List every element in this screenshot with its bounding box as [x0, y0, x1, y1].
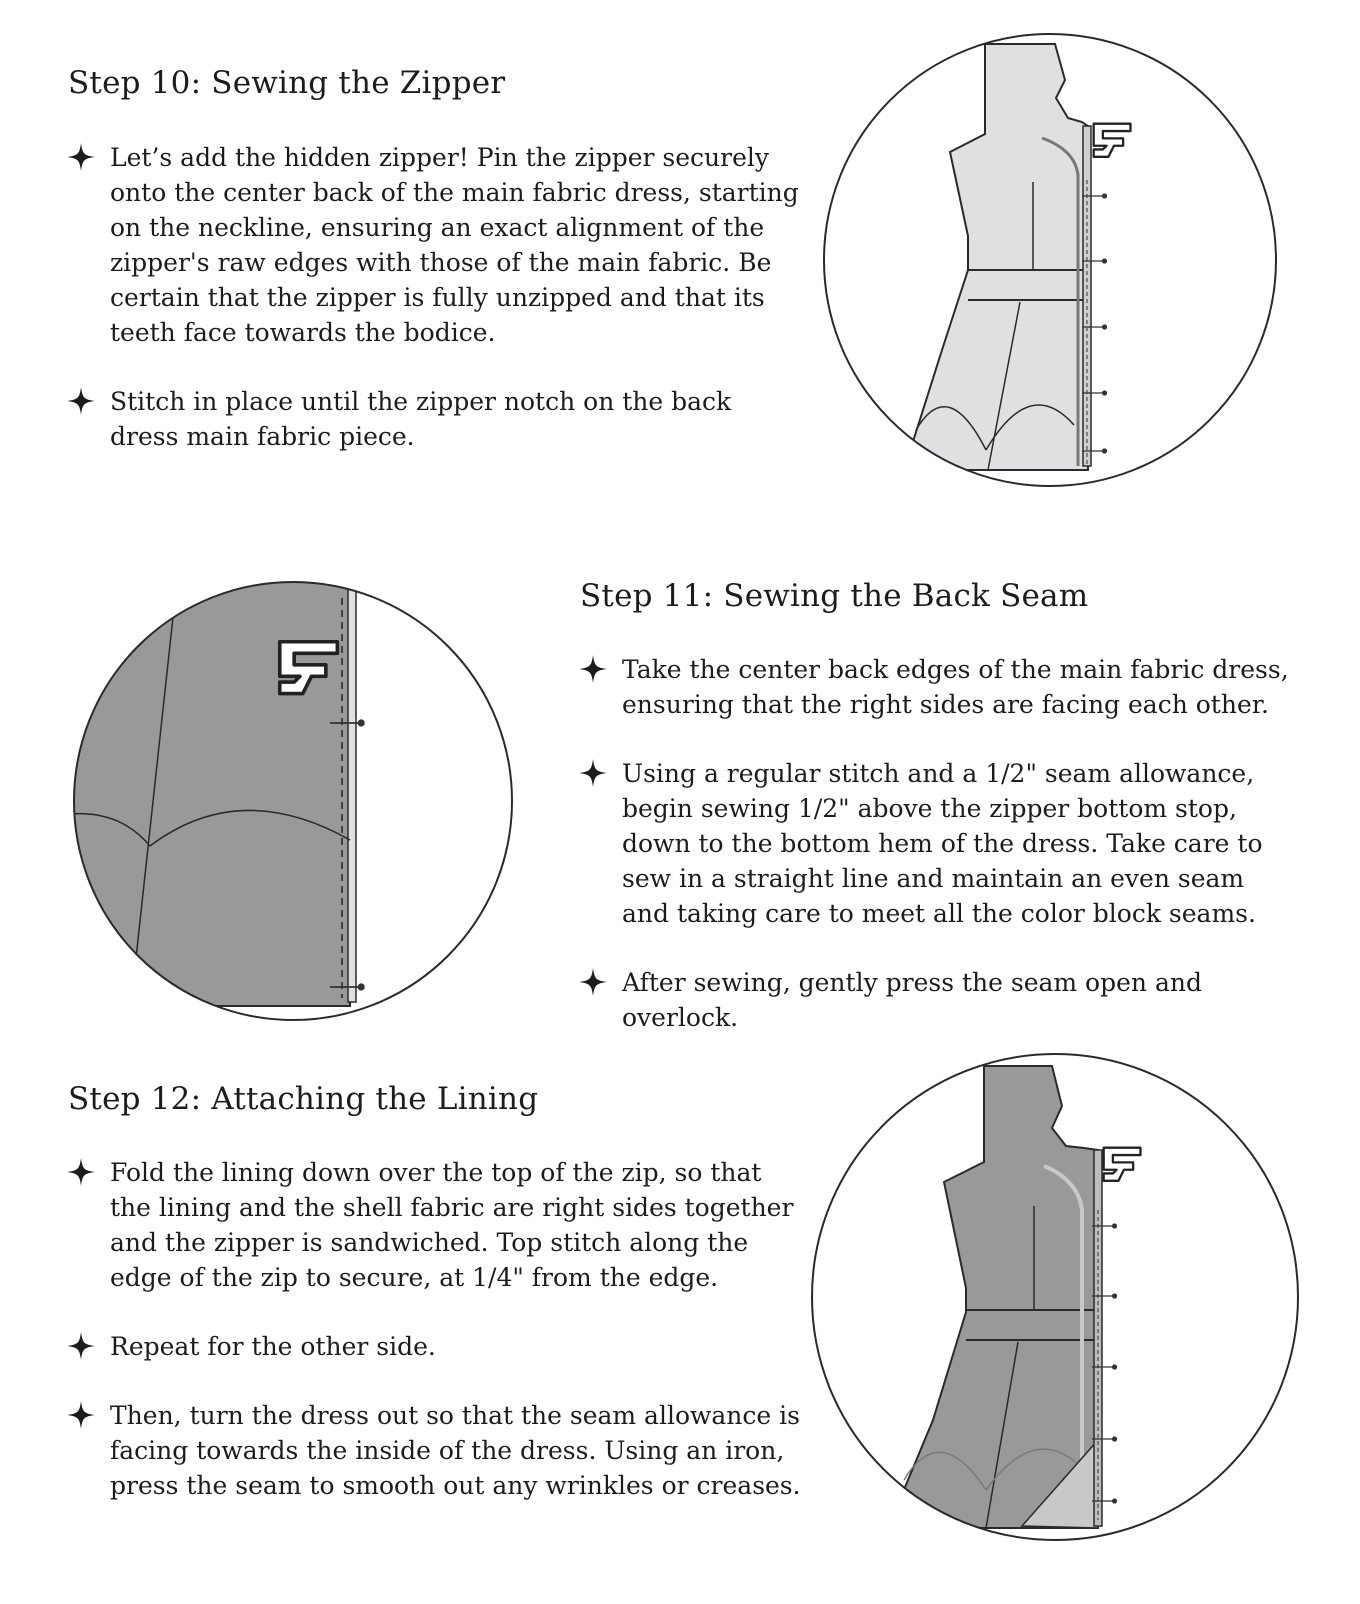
- four-point-star-icon: [578, 967, 608, 997]
- instruction-text: Fold the lining down over the top of the zip, so that the lining and the shell fabric are right sides together and the zipper is sandwiched. Top stitch along the edge of the zip to secure, at 1/4" from the edge.: [110, 1158, 794, 1292]
- instruction-text: After sewing, gently press the seam open and overlock.: [622, 968, 1202, 1032]
- step-10-instructions: [66, 140, 806, 454]
- four-point-star-icon: [66, 1157, 96, 1187]
- four-point-star-icon: [66, 1400, 96, 1430]
- list-item: [66, 1155, 806, 1295]
- four-point-star-icon: [66, 1331, 96, 1361]
- instruction-text: Using a regular stitch and a 1/2" seam allowance, begin sewing 1/2" above the zipper bottom stop, down to the bottom hem of the dress. Take care to sew in a straight line and maintain an even seam and taking care to meet all the color block seams.: [622, 759, 1263, 928]
- step-12-lining-illustration: [808, 1050, 1302, 1544]
- list-item: [578, 965, 1298, 1035]
- list-item: [66, 384, 806, 454]
- instruction-text: Take the center back edges of the main fabric dress, ensuring that the right sides are facing each other.: [622, 655, 1289, 719]
- four-point-star-icon: [66, 142, 96, 172]
- step-12-instructions: [66, 1155, 806, 1503]
- step-12-title: Step 12: Attaching the Lining: [68, 1081, 539, 1117]
- step-11-title: Step 11: Sewing the Back Seam: [580, 578, 1089, 614]
- step-10-dress-illustration: [820, 30, 1280, 490]
- step-11-instructions: [578, 652, 1298, 1035]
- instruction-text: Repeat for the other side.: [110, 1332, 436, 1361]
- list-item: [66, 1398, 806, 1503]
- four-point-star-icon: [66, 386, 96, 416]
- presser-foot-icon: [1104, 1148, 1141, 1181]
- instruction-text: Then, turn the dress out so that the seam allowance is facing towards the inside of the dress. Using an iron, press the seam to smooth out any wrinkles or creases.: [110, 1401, 801, 1500]
- instruction-text: Let’s add the hidden zipper! Pin the zipper securely onto the center back of the main fabric dress, starting on the neckline, ensuring an exact alignment of the zipper's raw edges with those of the main fabric. Be certain that the zipper is fully unzipped and that its teeth face towards the bodice.: [110, 143, 799, 347]
- presser-foot-icon: [1094, 124, 1131, 157]
- list-item: [578, 652, 1298, 722]
- instruction-text: Stitch in place until the zipper notch on the back dress main fabric piece.: [110, 387, 732, 451]
- four-point-star-icon: [578, 654, 608, 684]
- list-item: [66, 1329, 806, 1364]
- four-point-star-icon: [578, 758, 608, 788]
- step-10-title: Step 10: Sewing the Zipper: [68, 65, 506, 101]
- list-item: [578, 756, 1298, 931]
- list-item: [66, 140, 806, 350]
- step-11-back-seam-illustration: [70, 578, 516, 1024]
